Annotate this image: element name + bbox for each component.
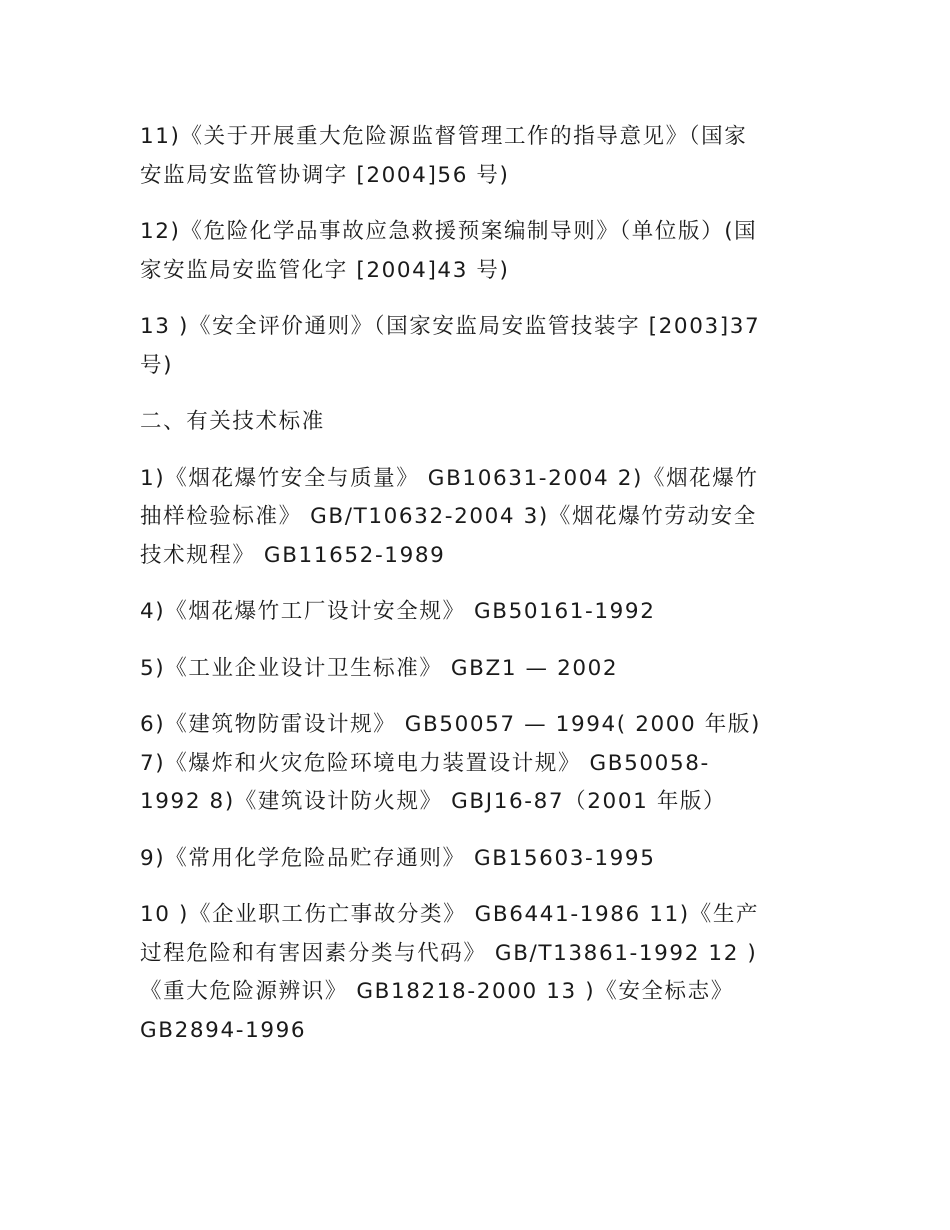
- standards-item-9: [140, 840, 820, 879]
- text-line: 1)《烟花爆竹安全与质量》 GB10631-2004 2)《烟花爆竹: [140, 465, 759, 491]
- text-line: 《重大危险源辨识》 GB18218-2000 13 )《安全标志》: [140, 979, 734, 1004]
- text-line: 家安监局安监管化字 [2004]43 号): [140, 257, 510, 283]
- text-line: 11)《关于开展重大危险源监督管理工作的指导意见》（国家: [140, 124, 748, 149]
- text-line: 9)《常用化学危险品贮存通则》 GB15603-1995: [140, 845, 656, 871]
- section-heading-text: 二、有关技术标准: [140, 409, 325, 434]
- text-line: 10 )《企业职工伤亡事故分类》 GB6441-1986 11)《生产: [140, 902, 760, 927]
- standards-item-5: [140, 650, 820, 689]
- text-line: 4)《烟花爆竹工厂设计安全规》 GB50161-1992: [140, 599, 656, 624]
- standards-item-6-8: [140, 706, 820, 822]
- text-line: 12)《危险化学品事故应急救援预案编制导则》（单位版）(国: [140, 219, 758, 244]
- text-line: 安监局安监管协调字 [2004]56 号): [140, 162, 510, 188]
- standards-item-10-13: [140, 896, 820, 1050]
- text-line: GB2894-1996: [140, 1017, 307, 1043]
- text-line: 抽样检验标准》 GB/T10632-2004 3)《烟花爆竹劳动安全: [140, 504, 757, 529]
- text-line: 1992 8)《建筑设计防火规》 GBJ16-87（2001 年版）: [140, 789, 727, 814]
- text-line: 13 )《安全评价通则》（国家安监局安监管技装字 [2003]37: [140, 314, 761, 339]
- text-line: 过程危险和有害因素分类与代码》 GB/T13861-1992 12 ): [140, 940, 758, 966]
- text-line: 技术规程》 GB11652-1989: [140, 542, 446, 568]
- section-heading: [140, 403, 820, 442]
- standards-item-4: [140, 593, 820, 632]
- text-line: 号): [140, 352, 174, 378]
- text-line: 6)《建筑物防雷设计规》 GB50057 — 1994( 2000 年版): [140, 712, 761, 737]
- reference-item-12: [140, 213, 820, 290]
- text-line: 7)《爆炸和火灾危险环境电力装置设计规》 GB50058-: [140, 750, 710, 776]
- document-page: [140, 118, 820, 1068]
- text-line: 5)《工业企业设计卫生标准》 GBZ1 — 2002: [140, 655, 619, 681]
- standards-item-1-3: [140, 460, 820, 576]
- reference-item-11: [140, 118, 820, 195]
- reference-item-13: [140, 308, 820, 385]
